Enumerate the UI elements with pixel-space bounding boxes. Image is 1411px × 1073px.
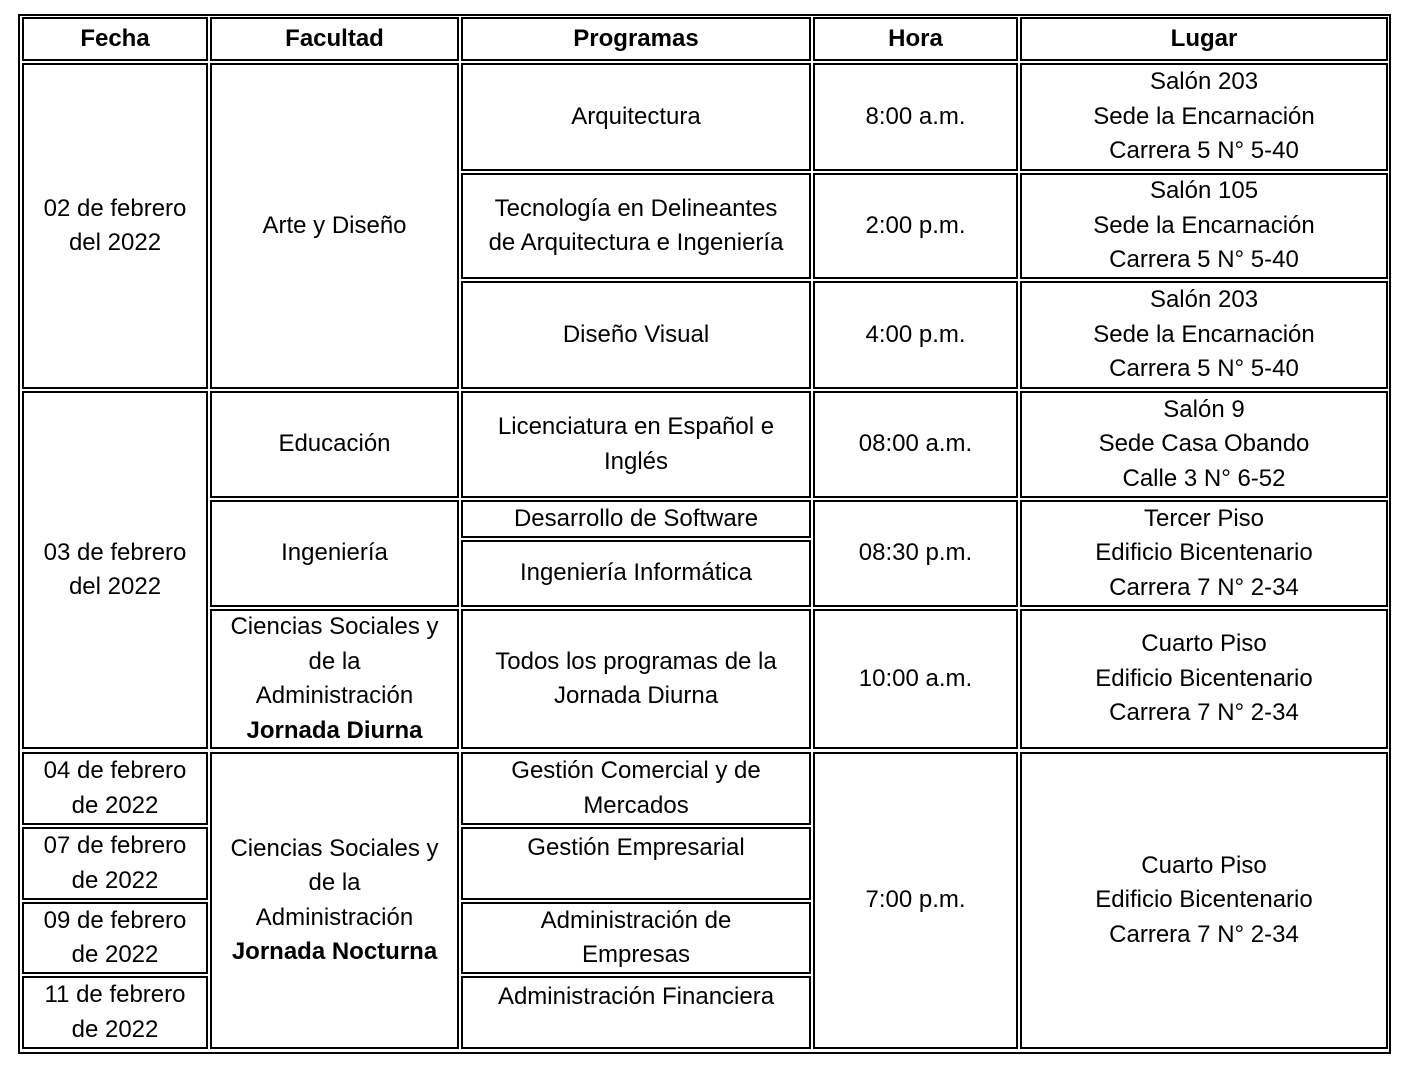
- facultad-cell: Educación: [210, 391, 459, 498]
- lugar-cell: Tercer Piso Edificio Bicentenario Carrera 7 N° 2-34: [1020, 500, 1388, 607]
- fecha-cell: 09 de febrero de 2022: [22, 902, 208, 974]
- fecha-cell: 07 de febrero de 2022: [22, 827, 208, 900]
- programa-cell: Gestión Empresarial: [461, 827, 811, 900]
- header-facultad: Facultad: [210, 17, 459, 61]
- lugar-cell: Cuarto Piso Edificio Bicentenario Carrera 7 N° 2-34: [1020, 609, 1388, 749]
- lugar-cell: Salón 203 Sede la Encarnación Carrera 5 N° 5-40: [1020, 281, 1388, 389]
- facultad-cell: Arte y Diseño: [210, 63, 459, 389]
- hora-cell: 8:00 a.m.: [813, 63, 1018, 171]
- hora-cell: 10:00 a.m.: [813, 609, 1018, 749]
- hora-cell: 08:00 a.m.: [813, 391, 1018, 498]
- programa-cell: Diseño Visual: [461, 281, 811, 389]
- hora-cell: 2:00 p.m.: [813, 173, 1018, 279]
- lugar-cell: Salón 9 Sede Casa Obando Calle 3 N° 6-52: [1020, 391, 1388, 498]
- fecha-cell: 04 de febrero de 2022: [22, 752, 208, 825]
- programa-cell: Administración Financiera: [461, 976, 811, 1049]
- fecha-cell: 11 de febrero de 2022: [22, 976, 208, 1049]
- hora-cell: 7:00 p.m.: [813, 752, 1018, 1049]
- jornada-label: Jornada Nocturna: [231, 938, 438, 965]
- facultad-cell: Ciencias Sociales y de la Administración Jornada Diurna: [210, 609, 459, 749]
- hora-cell: 4:00 p.m.: [813, 281, 1018, 389]
- fecha-cell: 03 de febrero del 2022: [22, 391, 208, 749]
- jornada-label: Jornada Diurna: [246, 716, 423, 744]
- programa-cell: Tecnología en Delineantes de Arquitectura e Ingeniería: [461, 173, 811, 279]
- header-fecha: Fecha: [22, 17, 208, 61]
- facultad-cell: Ciencias Sociales y de la Administración Jornada Nocturna: [210, 752, 459, 1049]
- hora-cell: 08:30 p.m.: [813, 500, 1018, 607]
- programa-cell: Administración de Empresas: [461, 902, 811, 974]
- programa-cell: Desarrollo de Software: [461, 500, 811, 538]
- lugar-cell: Salón 203 Sede la Encarnación Carrera 5 N° 5-40: [1020, 63, 1388, 171]
- header-programas: Programas: [461, 17, 811, 61]
- header-lugar: Lugar: [1020, 17, 1388, 61]
- programa-cell: Licenciatura en Español e Inglés: [461, 391, 811, 498]
- lugar-cell: Cuarto Piso Edificio Bicentenario Carrera 7 N° 2-34: [1020, 752, 1388, 1049]
- programa-cell: Todos los programas de la Jornada Diurna: [461, 609, 811, 749]
- programa-cell: Gestión Comercial y de Mercados: [461, 752, 811, 825]
- facultad-cell: Ingeniería: [210, 500, 459, 607]
- header-hora: Hora: [813, 17, 1018, 61]
- programa-cell: Ingeniería Informática: [461, 540, 811, 607]
- fecha-cell: 02 de febrero del 2022: [22, 63, 208, 389]
- programa-cell: Arquitectura: [461, 63, 811, 171]
- lugar-cell: Salón 105 Sede la Encarnación Carrera 5 N° 5-40: [1020, 173, 1388, 279]
